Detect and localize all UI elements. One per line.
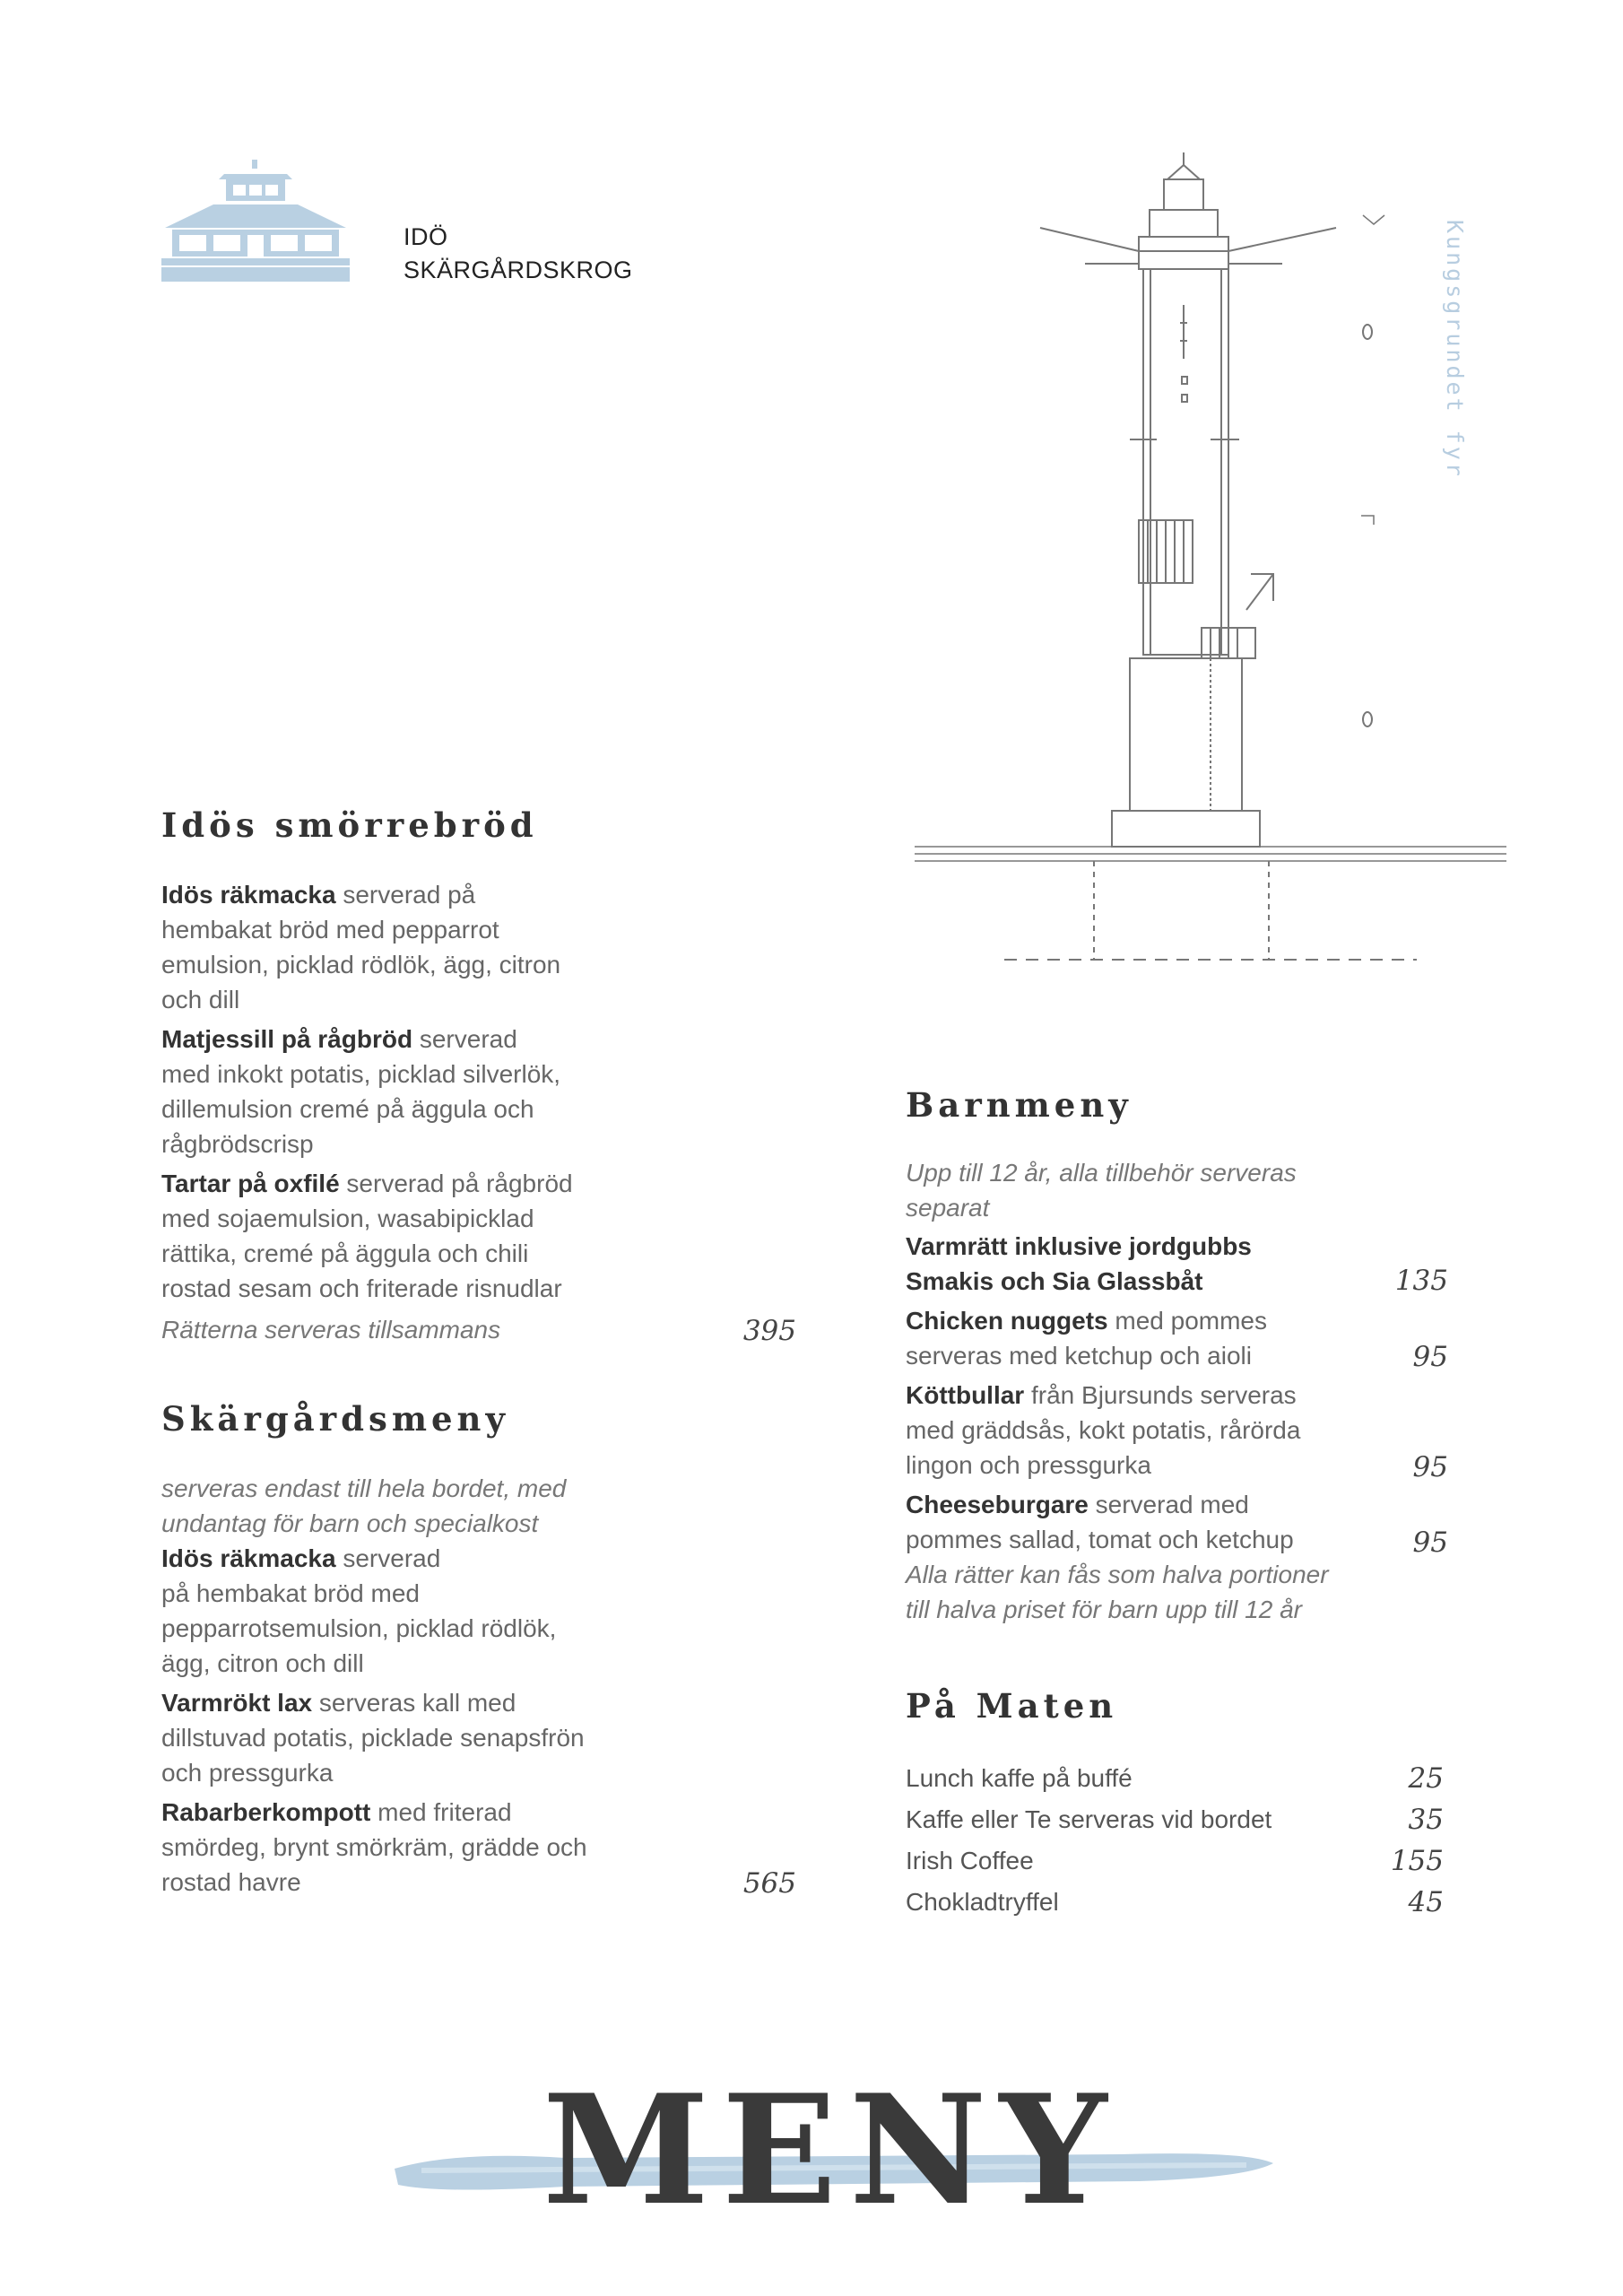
brand-line-2: SKÄRGÅRDSKROG bbox=[404, 257, 633, 283]
item-name: Kaffe eller Te serveras vid bordet bbox=[906, 1805, 1272, 1833]
item-desc: och pressgurka bbox=[161, 1759, 334, 1787]
item-desc: serverad bbox=[335, 1544, 441, 1572]
item-name: Smakis och Sia Glassbåt bbox=[906, 1267, 1203, 1295]
item-desc: rostad sesam och friterade risnudlar bbox=[161, 1274, 562, 1302]
item-desc: med gräddsås, kokt potatis, rårörda bbox=[906, 1416, 1301, 1444]
item-name: Chokladtryffel bbox=[906, 1888, 1059, 1916]
menu-item bbox=[161, 1685, 628, 1790]
price: 155 bbox=[1390, 1845, 1444, 1877]
footer-title-block bbox=[386, 2061, 1282, 2249]
section-title-barnmeny: Barnmeny bbox=[906, 1085, 1133, 1125]
item-desc: serveras kall med bbox=[312, 1689, 516, 1717]
item-desc: smördeg, brynt smörkräm, grädde och bbox=[161, 1833, 587, 1861]
section-note: Alla rätter kan fås som halva portioner bbox=[906, 1561, 1329, 1588]
item-desc: serverad med bbox=[1088, 1491, 1249, 1518]
list-item bbox=[906, 1882, 1444, 1923]
menu-item bbox=[161, 877, 628, 1017]
item-name: Köttbullar bbox=[906, 1381, 1025, 1409]
item-name: Irish Coffee bbox=[906, 1847, 1034, 1874]
section-note: serveras endast till hela bordet, med bbox=[161, 1474, 567, 1502]
section-note: undantag för barn och specialkost bbox=[161, 1509, 539, 1537]
section-title-smorrebrod: Idös smörrebröd bbox=[161, 805, 538, 845]
item-name: Rabarberkompott bbox=[161, 1798, 371, 1826]
price: 95 bbox=[1412, 1451, 1448, 1483]
item-desc: dillemulsion cremé på äggula och bbox=[161, 1095, 534, 1123]
item-name: Chicken nuggets bbox=[906, 1307, 1108, 1335]
item-desc: pommes sallad, tomat och ketchup bbox=[906, 1526, 1294, 1553]
menu-item bbox=[161, 1166, 628, 1306]
item-desc: dillstuvad potatis, picklade senapsfrön bbox=[161, 1724, 585, 1752]
item-desc: ägg, citron och dill bbox=[161, 1649, 364, 1677]
lighthouse-caption: Kungsgrundet fyr bbox=[1442, 220, 1468, 479]
item-desc: med inkokt potatis, picklad silverlök, bbox=[161, 1060, 561, 1088]
item-desc: hembakat bröd med pepparrot bbox=[161, 916, 499, 944]
list-item bbox=[906, 1758, 1444, 1799]
item-desc: serverad på bbox=[335, 881, 476, 909]
price: 395 bbox=[742, 1315, 796, 1347]
item-desc: med pommes bbox=[1107, 1307, 1267, 1335]
price: 135 bbox=[1394, 1265, 1448, 1297]
item-name: Matjessill på rågbröd bbox=[161, 1025, 413, 1053]
section-title-skargardsmeny: Skärgårdsmeny bbox=[161, 1399, 509, 1439]
price: 25 bbox=[1408, 1762, 1444, 1795]
item-desc: rågbrödscrisp bbox=[161, 1130, 314, 1158]
item-desc: rostad havre bbox=[161, 1868, 301, 1896]
item-desc: serverad på rågbröd bbox=[339, 1170, 573, 1197]
menu-item bbox=[161, 1541, 628, 1681]
price: 95 bbox=[1412, 1526, 1448, 1559]
smorrebrod-items bbox=[161, 877, 628, 1347]
item-desc: med friterad bbox=[370, 1798, 512, 1826]
item-desc: rättika, cremé på äggula och chili bbox=[161, 1239, 529, 1267]
item-desc: lingon och pressgurka bbox=[906, 1451, 1151, 1479]
item-name: Varmrätt inklusive jordgubbs bbox=[906, 1232, 1252, 1260]
item-desc: serveras med ketchup och aioli bbox=[906, 1342, 1252, 1370]
menu-item bbox=[161, 1795, 628, 1900]
item-name: Cheeseburgare bbox=[906, 1491, 1089, 1518]
brand-line-1: IDÖ bbox=[404, 223, 448, 250]
section-note: separat bbox=[906, 1194, 990, 1222]
section-title-pa-maten: På Maten bbox=[906, 1686, 1118, 1726]
skargardsmeny-items bbox=[161, 1471, 628, 1900]
item-desc: emulsion, picklad rödlök, ägg, citron bbox=[161, 951, 561, 978]
lighthouse-illustration bbox=[915, 152, 1506, 1013]
item-name: Tartar på oxfilé bbox=[161, 1170, 340, 1197]
price: 95 bbox=[1412, 1341, 1448, 1373]
price: 565 bbox=[742, 1867, 796, 1900]
section-note: Rätterna serveras tillsammans bbox=[161, 1316, 501, 1344]
item-name: Idös räkmacka bbox=[161, 1544, 336, 1572]
item-desc: på hembakat bröd med bbox=[161, 1579, 420, 1607]
item-desc: serverad bbox=[412, 1025, 517, 1053]
price: 35 bbox=[1408, 1804, 1444, 1836]
pa-maten-items bbox=[906, 1758, 1444, 1923]
price: 45 bbox=[1408, 1886, 1444, 1918]
list-item bbox=[906, 1799, 1444, 1840]
item-name: Varmrökt lax bbox=[161, 1689, 313, 1717]
section-note: Upp till 12 år, alla tillbehör serveras bbox=[906, 1159, 1297, 1187]
item-desc: med sojaemulsion, wasabipicklad bbox=[161, 1205, 534, 1232]
menu-item bbox=[161, 1022, 628, 1161]
footer-title: MENY bbox=[542, 2061, 1120, 2239]
item-desc: och dill bbox=[161, 986, 240, 1013]
brand-name bbox=[404, 221, 633, 287]
list-item bbox=[906, 1840, 1444, 1882]
item-name: Lunch kaffe på buffé bbox=[906, 1764, 1133, 1792]
item-desc: från Bjursunds serveras bbox=[1024, 1381, 1297, 1409]
section-note: till halva priset för barn upp till 12 år bbox=[906, 1596, 1302, 1623]
item-desc: pepparrotsemulsion, picklad rödlök, bbox=[161, 1614, 557, 1642]
restaurant-logo bbox=[161, 160, 350, 282]
item-name: Idös räkmacka bbox=[161, 881, 336, 909]
